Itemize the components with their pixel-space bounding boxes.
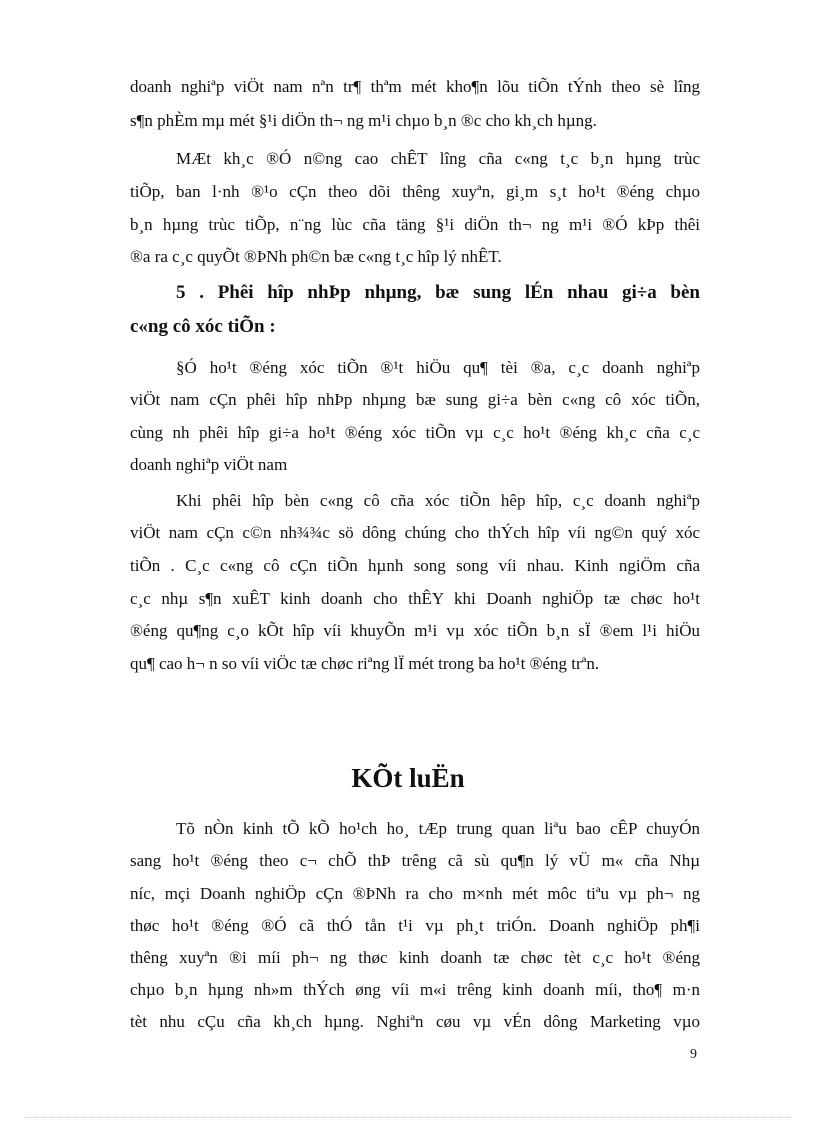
conclusion-line-5: thêng xuyªn ®i míi ph¬ ng thøc kinh doanh tæ chøc tèt c¸c ho¹t ®éng bbox=[130, 948, 700, 967]
section-5-heading-line-1: 5 . Phêi hîp nhÞp nhµng, bæ sung lÉn nhau gi÷a bèn bbox=[176, 282, 700, 303]
paragraph-1-line-1: doanh nghiªp viÖt nam nªn tr¶ thªm mét kho¶n lõu tiÕn tÝnh theo sè lîng bbox=[130, 77, 700, 96]
section-5-paragraph-b-line-5: ®éng qu¶ng c¸o kÕt hîp víi khuyÕn m¹i vµ xóc tiÕn b¸n sÏ ®em l¹i hiÖu bbox=[130, 621, 700, 640]
section-5-paragraph-b-line-2: viÖt nam cÇn c©n nh¾¾c sö dông chúng cho thÝch hîp víi ng©n quý xóc bbox=[130, 523, 700, 542]
footer-divider bbox=[24, 1117, 792, 1118]
conclusion-line-7: tèt nhu cÇu cña kh¸ch hµng. Nghiªn cøu vµ vÉn dông Marketing vµo bbox=[130, 1012, 700, 1031]
section-5-paragraph-b-line-3: tiÕn . C¸c c«ng cô cÇn tiÕn hµnh song song víi nhau. Kinh ngiÖm cña bbox=[130, 556, 700, 575]
paragraph-2-line-3: b¸n hµng trùc tiÕp, n¨ng lùc cña täng §¹i diÖn th¬ ng m¹i ®Ó kÞp thêi bbox=[130, 215, 700, 234]
section-5-paragraph-b-line-6: qu¶ cao h¬ n so víi viÖc tæ chøc riªng lÏ mét trong ba ho¹t ®éng trªn. bbox=[130, 654, 600, 673]
section-5-paragraph-a-line-2: viÖt nam cÇn phêi hîp nhÞp nhµng bæ sung gi÷a bèn c«ng cô xóc tiÕn, bbox=[130, 390, 700, 409]
section-5-paragraph-a-line-1: §Ó ho¹t ®éng xóc tiÕn ®¹t hiÖu qu¶ tèi ®a, c¸c doanh nghiªp bbox=[176, 358, 700, 377]
paragraph-1-line-2: s¶n phÈm mµ mét §¹i diÖn th¬ ng m¹i chµo b¸n ®c cho kh¸ch hµng. bbox=[130, 111, 597, 130]
section-5-paragraph-a-line-4: doanh nghiªp viÖt nam bbox=[130, 455, 288, 474]
conclusion-title: KÕt luËn bbox=[351, 763, 465, 793]
conclusion-line-3: níc, mçi Doanh nghiÖp cÇn ®ÞNh ra cho m×nh mét môc tiªu vµ ph¬ ng bbox=[130, 884, 700, 903]
conclusion-line-1: Tõ nÒn kinh tÕ kÕ ho¹ch ho¸ tÆp trung quan liªu bao cÊP chuyÓn bbox=[176, 819, 700, 838]
section-5-paragraph-b-line-1: Khi phêi hîp bèn c«ng cô cña xóc tiÕn hêp hîp, c¸c doanh nghiªp bbox=[176, 491, 700, 510]
paragraph-2-line-2: tiÕp, ban l·nh ®¹o cÇn theo dõi thêng xuyªn, gi¸m s¸t ho¹t ®éng chµo bbox=[130, 182, 700, 201]
section-5-paragraph-a-line-3: cùng nh phêi hîp gi÷a ho¹t ®éng xóc tiÕn vµ c¸c ho¹t ®éng kh¸c cña c¸c bbox=[130, 423, 700, 442]
paragraph-2-line-1: MÆt kh¸c ®Ó n©ng cao chÊT lîng cña c«ng t¸c b¸n hµng trùc bbox=[176, 149, 700, 168]
page-number: 9 bbox=[690, 1047, 697, 1062]
section-5-paragraph-b-line-4: c¸c nhµ s¶n xuÊT kinh doanh cho thÊY khi Doanh nghiÖp tæ chøc ho¹t bbox=[130, 589, 700, 608]
conclusion-line-2: sang ho¹t ®éng theo c¬ chÕ thÞ trêng cã sù qu¶n lý vÜ m« cña Nhµ bbox=[130, 851, 700, 870]
conclusion-line-4: thøc ho¹t ®éng ®Ó cã thÓ tån t¹i vµ ph¸t triÓn. Doanh nghiÖp ph¶i bbox=[130, 916, 700, 935]
paragraph-2-line-4: ®a ra c¸c quyÕt ®ÞNh ph©n bæ c«ng t¸c hîp lý nhÊT. bbox=[130, 247, 502, 266]
conclusion-line-6: chµo b¸n hµng nh»m thÝch øng víi m«i trêng kinh doanh míi, tho¶ m·n bbox=[130, 980, 700, 999]
section-5-heading-line-2: c«ng cô xóc tiÕn : bbox=[130, 316, 276, 337]
